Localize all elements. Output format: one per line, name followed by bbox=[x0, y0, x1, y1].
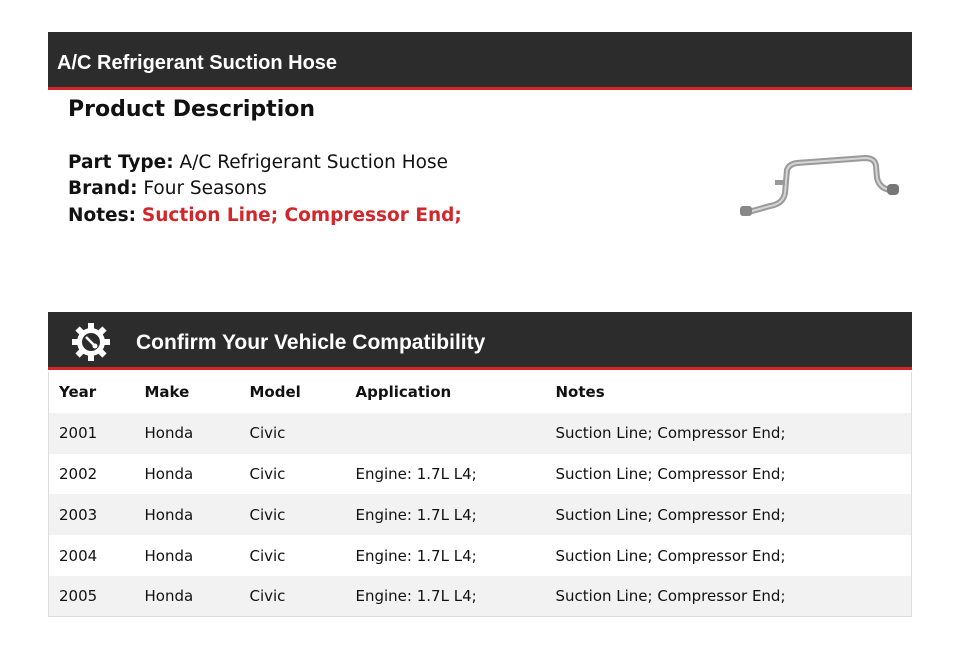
cell-application: Engine: 1.7L L4; bbox=[355, 546, 477, 565]
table-row bbox=[49, 494, 912, 535]
compatibility-bar bbox=[48, 312, 912, 370]
cell-make: Honda bbox=[144, 546, 194, 565]
cell-year: 2002 bbox=[59, 464, 98, 483]
brand-value: Four Seasons bbox=[143, 178, 267, 199]
cell-model: Civic bbox=[249, 587, 286, 606]
table-row bbox=[49, 576, 912, 617]
cell-application: Engine: 1.7L L4; bbox=[355, 587, 477, 606]
table-row bbox=[49, 413, 912, 454]
cell-application: Engine: 1.7L L4; bbox=[355, 464, 477, 483]
description-heading: Product Description bbox=[68, 97, 316, 122]
cell-notes: Suction Line; Compressor End; bbox=[555, 546, 786, 565]
col-application: Application bbox=[355, 383, 452, 402]
col-year: Year bbox=[59, 383, 97, 402]
cell-make: Honda bbox=[144, 464, 194, 483]
cell-model: Civic bbox=[249, 464, 286, 483]
cell-make: Honda bbox=[144, 505, 194, 524]
cell-application: Engine: 1.7L L4; bbox=[355, 505, 477, 524]
cell-notes: Suction Line; Compressor End; bbox=[555, 424, 786, 443]
cell-notes: Suction Line; Compressor End; bbox=[555, 505, 786, 524]
cell-make: Honda bbox=[144, 587, 194, 606]
col-model: Model bbox=[249, 383, 301, 402]
product-title: A/C Refrigerant Suction Hose bbox=[57, 52, 338, 74]
notes-value: Suction Line; Compressor End; bbox=[141, 205, 462, 226]
cell-year: 2003 bbox=[59, 505, 98, 524]
compatibility-title: Confirm Your Vehicle Compatibility bbox=[136, 331, 486, 354]
part-type-label: Part Type: bbox=[68, 152, 174, 173]
gear-wrench-icon bbox=[70, 321, 112, 363]
cell-notes: Suction Line; Compressor End; bbox=[555, 587, 786, 606]
compatibility-table bbox=[48, 372, 912, 617]
brand-label: Brand: bbox=[68, 178, 138, 199]
cell-application bbox=[346, 413, 546, 454]
cell-year: 2004 bbox=[59, 546, 98, 565]
cell-model: Civic bbox=[249, 424, 286, 443]
notes-line bbox=[68, 205, 462, 226]
product-image bbox=[735, 108, 905, 253]
col-make: Make bbox=[144, 383, 190, 402]
cell-model: Civic bbox=[249, 546, 286, 565]
cell-year: 2001 bbox=[59, 424, 98, 443]
cell-model: Civic bbox=[249, 505, 286, 524]
cell-make: Honda bbox=[144, 424, 194, 443]
cell-year: 2005 bbox=[59, 587, 98, 606]
part-type-line bbox=[68, 152, 448, 173]
notes-label: Notes: bbox=[68, 205, 136, 226]
part-type-value: A/C Refrigerant Suction Hose bbox=[179, 152, 449, 173]
product-title-bar bbox=[48, 32, 912, 90]
col-notes: Notes bbox=[555, 383, 605, 402]
brand-line bbox=[68, 178, 267, 199]
table-row bbox=[49, 454, 912, 495]
table-header-row bbox=[49, 372, 912, 413]
table-row bbox=[49, 535, 912, 576]
cell-notes: Suction Line; Compressor End; bbox=[555, 464, 786, 483]
